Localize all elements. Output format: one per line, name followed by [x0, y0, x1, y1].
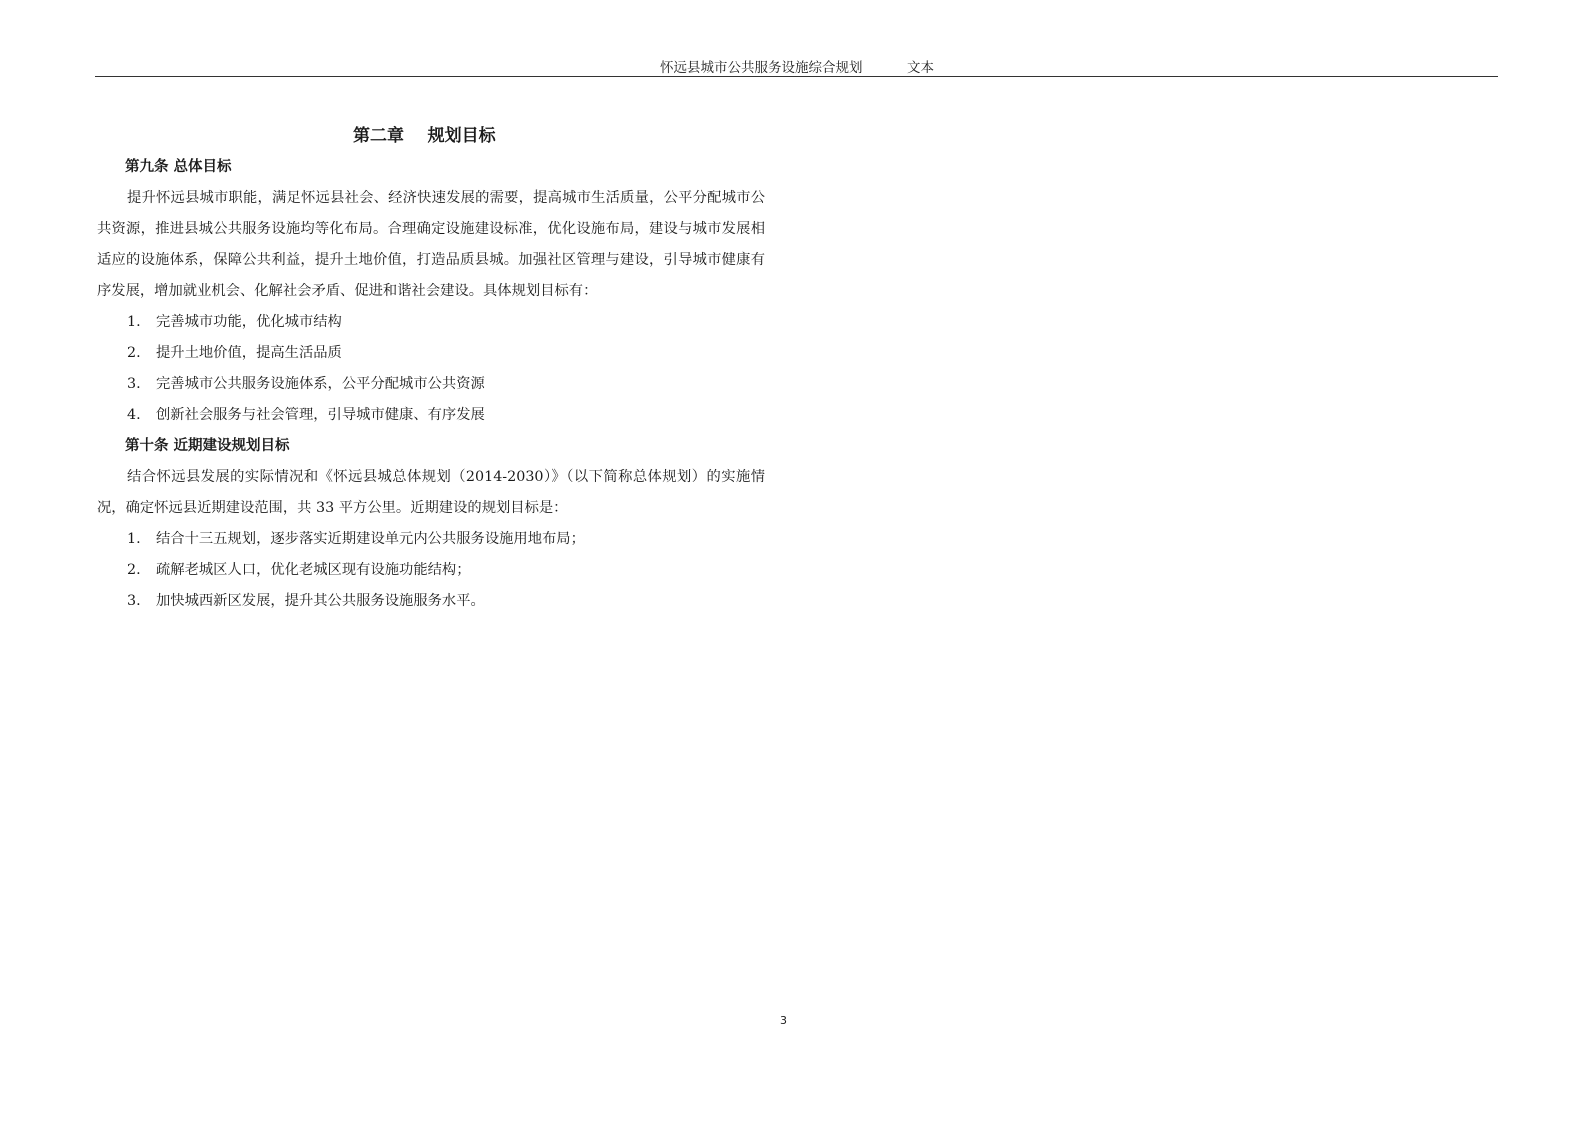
list-item-text: 提升土地价值，提高生活品质 [156, 345, 342, 361]
list-item-number: 2. [127, 562, 141, 578]
list-item-text: 创新社会服务与社会管理，引导城市健康、有序发展 [156, 407, 485, 423]
article-9-paragraph: 提升怀远县城市职能，满足怀远县社会、经济快速发展的需要，提高城市生活质量，公平分配城市公共资源，推进县城公共服务设施均等化布局。合理确定设施建设标准，优化设施布局，建设与城市发展相适应的设施体系，保障公共利益，提升土地价值，打造品质县城。加强社区管理与建设，引导城市健康有序发展，增加就业机会、化解社会矛盾、促进和谐社会建设。具体规划目标有： [97, 190, 765, 299]
article-10-paragraph: 结合怀远县发展的实际情况和《怀远县城总体规划（2014-2030）》（以下简称总体规划）的实施情况，确定怀远县近期建设范围，共 33 平方公里。近期建设的规划目标是： [97, 469, 765, 516]
list-item [97, 400, 765, 431]
article-9-list [97, 307, 765, 431]
list-item-text: 完善城市功能，优化城市结构 [156, 314, 342, 330]
article-10-list [97, 524, 765, 617]
header-subtitle: 文本 [907, 60, 934, 76]
list-item [97, 369, 765, 400]
list-item [97, 524, 765, 555]
header-title: 怀远县城市公共服务设施综合规划 [660, 60, 863, 76]
list-item-number: 2. [127, 345, 141, 361]
list-item [97, 338, 765, 369]
list-item-number: 1. [127, 531, 141, 547]
article-10-heading: 第十条 近期建设规划目标 [125, 438, 290, 454]
chapter-title: 第二章 规划目标 [353, 126, 496, 146]
list-item-number: 3. [127, 376, 141, 392]
list-item-number: 4. [127, 407, 141, 423]
list-item-number: 3. [127, 593, 141, 609]
list-item-text: 加快城西新区发展，提升其公共服务设施服务水平。 [156, 593, 485, 609]
list-item [97, 555, 765, 586]
list-item-text: 完善城市公共服务设施体系，公平分配城市公共资源 [156, 376, 485, 392]
article-9-heading: 第九条 总体目标 [125, 159, 232, 175]
list-item-number: 1. [127, 314, 141, 330]
page-number: 3 [780, 1014, 787, 1027]
document-body [97, 152, 765, 617]
list-item [97, 586, 765, 617]
list-item [97, 307, 765, 338]
list-item-text: 疏解老城区人口，优化老城区现有设施功能结构； [156, 562, 471, 578]
list-item-text: 结合十三五规划，逐步落实近期建设单元内公共服务设施用地布局； [156, 531, 585, 547]
page-header [95, 56, 1498, 77]
